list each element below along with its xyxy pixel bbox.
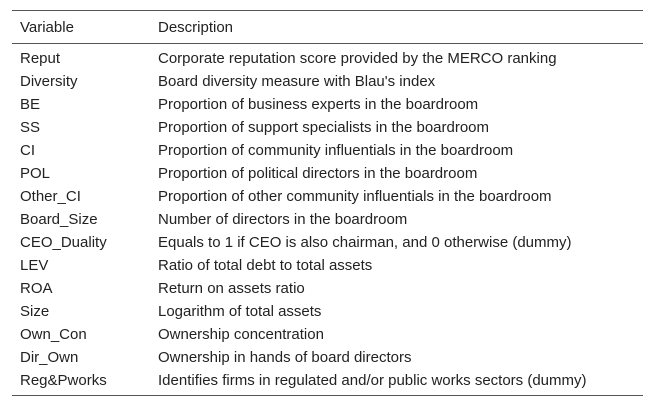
cell-variable: CEO_Duality — [20, 234, 107, 251]
cell-variable: SS — [20, 119, 41, 136]
cell-description: Ownership in hands of board directors — [158, 349, 412, 366]
cell-variable: Diversity — [20, 73, 78, 90]
table-header — [12, 11, 643, 44]
cell-description: Board diversity measure with Blau's index — [158, 73, 436, 90]
table-row — [12, 231, 643, 254]
table-row — [12, 185, 643, 208]
table-row — [12, 254, 643, 277]
cell-description: Corporate reputation score provided by the MERCO ranking — [158, 50, 557, 67]
cell-variable: CI — [20, 142, 35, 159]
cell-variable: POL — [20, 165, 51, 182]
cell-description: Proportion of support specialists in the boardroom — [158, 119, 490, 136]
table-row — [12, 162, 643, 185]
cell-description: Equals to 1 if CEO is also chairman, and 0 otherwise (dummy) — [158, 234, 572, 251]
cell-variable: ROA — [20, 280, 53, 297]
cell-variable: Dir_Own — [20, 349, 79, 366]
table-row — [12, 93, 643, 116]
cell-description: Ratio of total debt to total assets — [158, 257, 373, 274]
cell-variable: Reg&Pworks — [20, 372, 107, 389]
cell-variable: Board_Size — [20, 211, 98, 228]
table-row — [12, 300, 643, 323]
cell-description: Identifies firms in regulated and/or public works sectors (dummy) — [158, 372, 587, 389]
cell-variable: Other_CI — [20, 188, 81, 205]
cell-description: Proportion of community influentials in the boardroom — [158, 142, 514, 159]
header-description: Description — [158, 18, 234, 36]
variables-table — [12, 10, 643, 396]
table-row — [12, 70, 643, 93]
cell-variable: LEV — [20, 257, 49, 274]
cell-description: Return on assets ratio — [158, 280, 305, 297]
cell-description: Proportion of other community influentials in the boardroom — [158, 188, 552, 205]
cell-variable: BE — [20, 96, 41, 113]
cell-description: Logarithm of total assets — [158, 303, 322, 320]
cell-variable: Size — [20, 303, 50, 320]
header-row — [12, 11, 643, 44]
table-row — [12, 208, 643, 231]
cell-description: Number of directors in the boardroom — [158, 211, 408, 228]
cell-variable: Reput — [20, 50, 61, 67]
table-row — [12, 369, 643, 396]
cell-description: Ownership concentration — [158, 326, 324, 343]
table-row — [12, 116, 643, 139]
header-variable: Variable — [20, 18, 74, 36]
table-row — [12, 277, 643, 300]
table-row — [12, 323, 643, 346]
table-row — [12, 346, 643, 369]
table-body — [12, 44, 643, 396]
table-row — [12, 44, 643, 71]
cell-variable: Own_Con — [20, 326, 87, 343]
table-row — [12, 139, 643, 162]
cell-description: Proportion of business experts in the boardroom — [158, 96, 479, 113]
cell-description: Proportion of political directors in the boardroom — [158, 165, 478, 182]
